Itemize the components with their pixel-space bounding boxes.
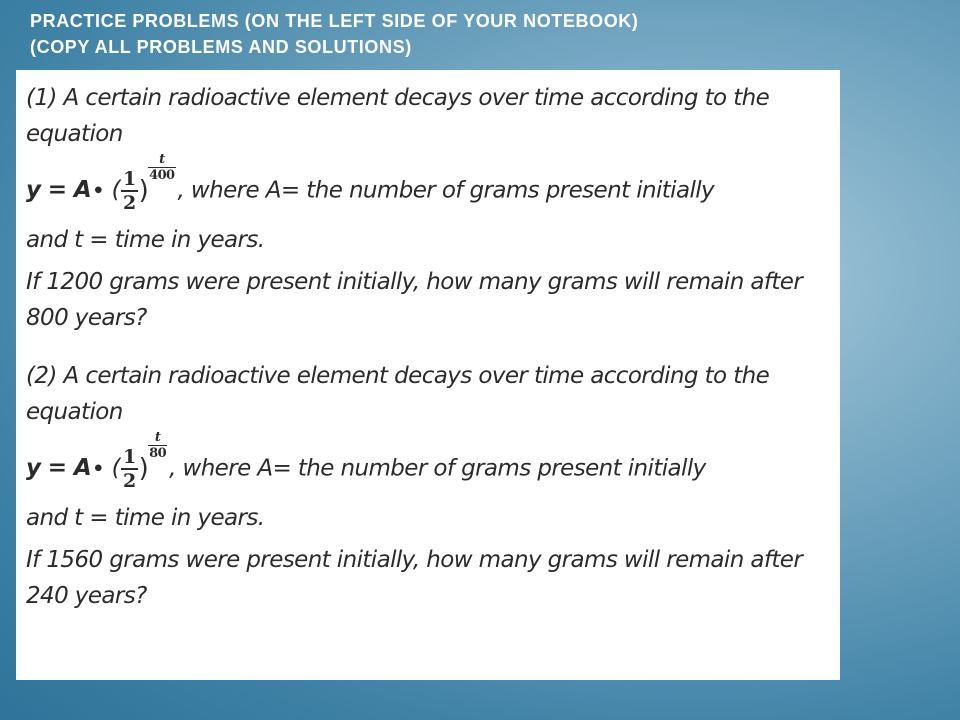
exponent-numerator: t xyxy=(148,430,167,446)
slide-title-line-1: PRACTICE PROBLEMS (ON THE LEFT SIDE OF YOUR NOTEBOOK) xyxy=(30,11,639,31)
base-numerator: 1 xyxy=(122,445,136,468)
problem-1-intro: (1) A certain radioactive element decays over time according to the equation xyxy=(26,85,770,147)
problem-1-time-line: and t = time in years. xyxy=(26,227,265,253)
equation-description: , where A= the number of grams present initially xyxy=(177,177,715,204)
problem-1-question: If 1200 grams were present initially, how many grams will remain after 800 years? xyxy=(26,269,803,331)
problem-2 xyxy=(26,358,828,614)
problem-2-equation xyxy=(26,430,828,500)
content-box xyxy=(16,70,840,680)
base-denominator: 2 xyxy=(122,191,136,214)
problem-2-time-line: and t = time in years. xyxy=(26,505,265,531)
problem-1 xyxy=(26,80,828,336)
problem-2-intro: (2) A certain radioactive element decays over time according to the equation xyxy=(26,363,770,425)
exponent-fraction xyxy=(148,430,167,461)
close-paren: ) xyxy=(138,453,149,484)
exponent-fraction xyxy=(148,152,175,183)
exponent-denominator: 400 xyxy=(149,168,175,183)
equation-lhs: y = A xyxy=(26,177,92,203)
exponent-denominator: 80 xyxy=(149,446,167,461)
base-numerator: 1 xyxy=(122,167,136,190)
equation-dot: ∙ ( xyxy=(91,455,120,481)
problem-2-question: If 1560 grams were present initially, how many grams will remain after 240 years? xyxy=(26,547,803,609)
slide-title-line-2: (COPY ALL PROBLEMS AND SOLUTIONS) xyxy=(30,37,412,57)
base-fraction xyxy=(121,168,138,214)
equation-lhs: y = A xyxy=(26,455,92,481)
exponent-numerator: t xyxy=(148,152,175,168)
equation-description: , where A= the number of grams present initially xyxy=(169,455,706,482)
equation-dot: ∙ ( xyxy=(91,177,120,203)
base-fraction xyxy=(121,446,138,492)
slide-title xyxy=(30,8,940,60)
problem-1-equation xyxy=(26,152,828,222)
base-denominator: 2 xyxy=(122,469,136,492)
close-paren: ) xyxy=(138,175,149,206)
